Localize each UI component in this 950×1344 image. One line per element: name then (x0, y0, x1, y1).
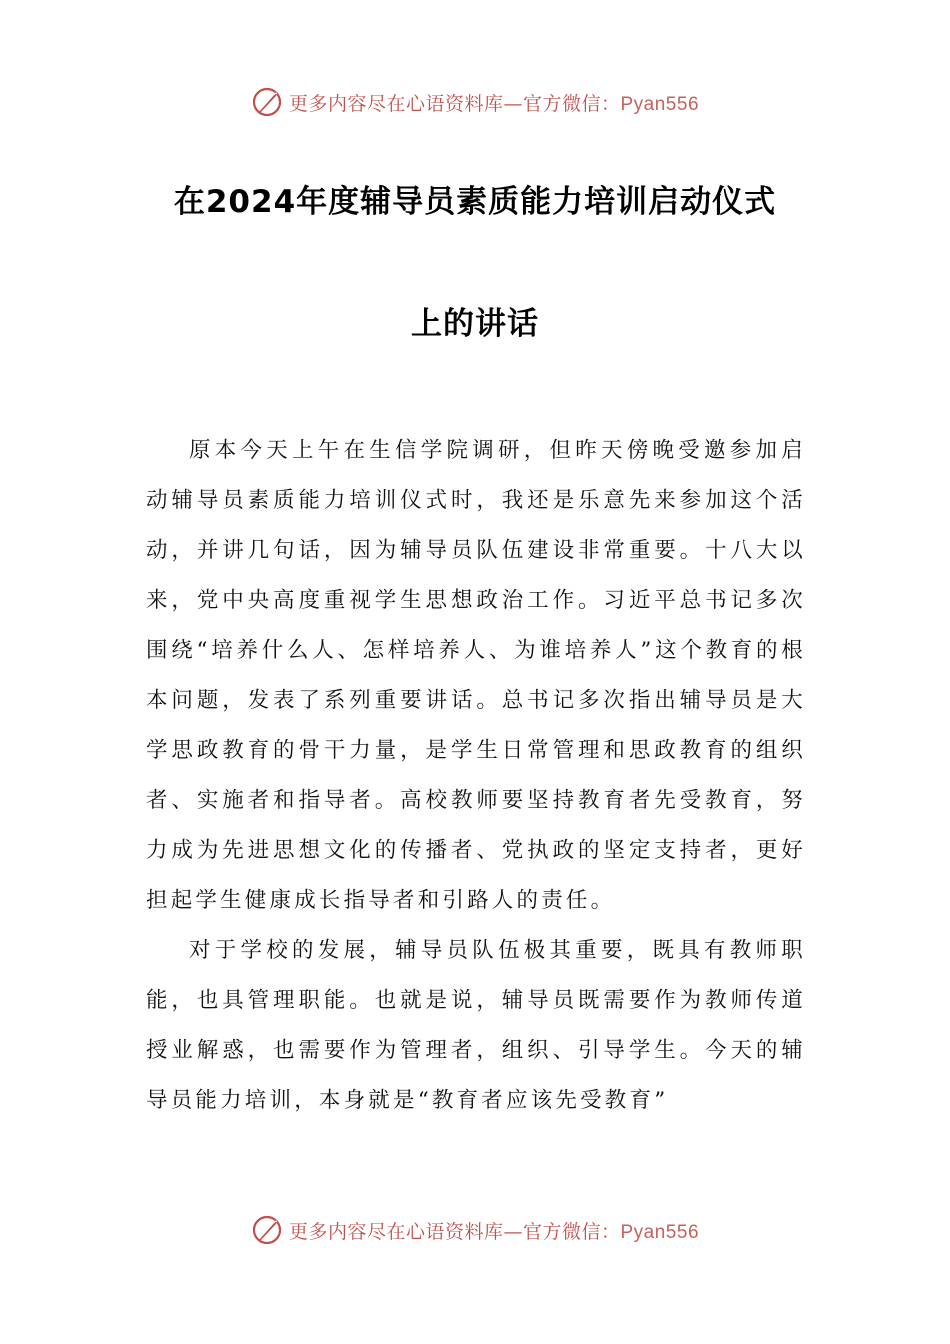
watermark-wechat-id: Pyan556 (620, 1221, 700, 1243)
paragraph-1: 原本今天上午在生信学院调研，但昨天傍晚受邀参加启动辅导员素质能力培训仪式时，我还是乐意先来参加这个活动，并讲几句话，因为辅导员队伍建设非常重要。十八大以来，党中央高度重视学生思想政治工作。习近平总书记多次围绕“培养什么人、怎样培养人、为谁培养人”这个教育的根本问题，发表了系列重要讲话。总书记多次指出辅导员是大学思政教育的骨干力量，是学生日常管理和思政教育的组织者、实施者和指导者。高校教师要坚持教育者先受教育，努力成为先进思想文化的传播者、党执政的坚定支持者，更好担起学生健康成长指导者和引路人的责任。 (146, 438, 806, 913)
watermark-wechat-id: Pyan556 (620, 93, 700, 115)
watermark-prefix: 更多内容尽在心语资料库—官方微信： (288, 92, 621, 115)
document-title-line-1: 在2024年度辅导员素质能力培训启动仪式 (173, 184, 777, 220)
footer-watermark (0, 1210, 950, 1250)
watermark-text (289, 89, 699, 116)
quill-logo-icon (251, 1213, 285, 1247)
watermark-prefix: 更多内容尽在心语资料库—官方微信： (288, 1220, 621, 1243)
quill-logo-icon (251, 85, 285, 119)
paragraph-2: 对于学校的发展，辅导员队伍极其重要，既具有教师职能，也具管理职能。也就是说，辅导员既需要作为教师传道授业解惑，也需要作为管理者，组织、引导学生。今天的辅导员能力培训，本身就是“教育者应该先受教育” (146, 938, 806, 1113)
document-body (146, 426, 806, 1126)
document-title-line-2: 上的讲话 (411, 306, 539, 342)
header-watermark (0, 82, 950, 122)
watermark-text (289, 1217, 699, 1244)
